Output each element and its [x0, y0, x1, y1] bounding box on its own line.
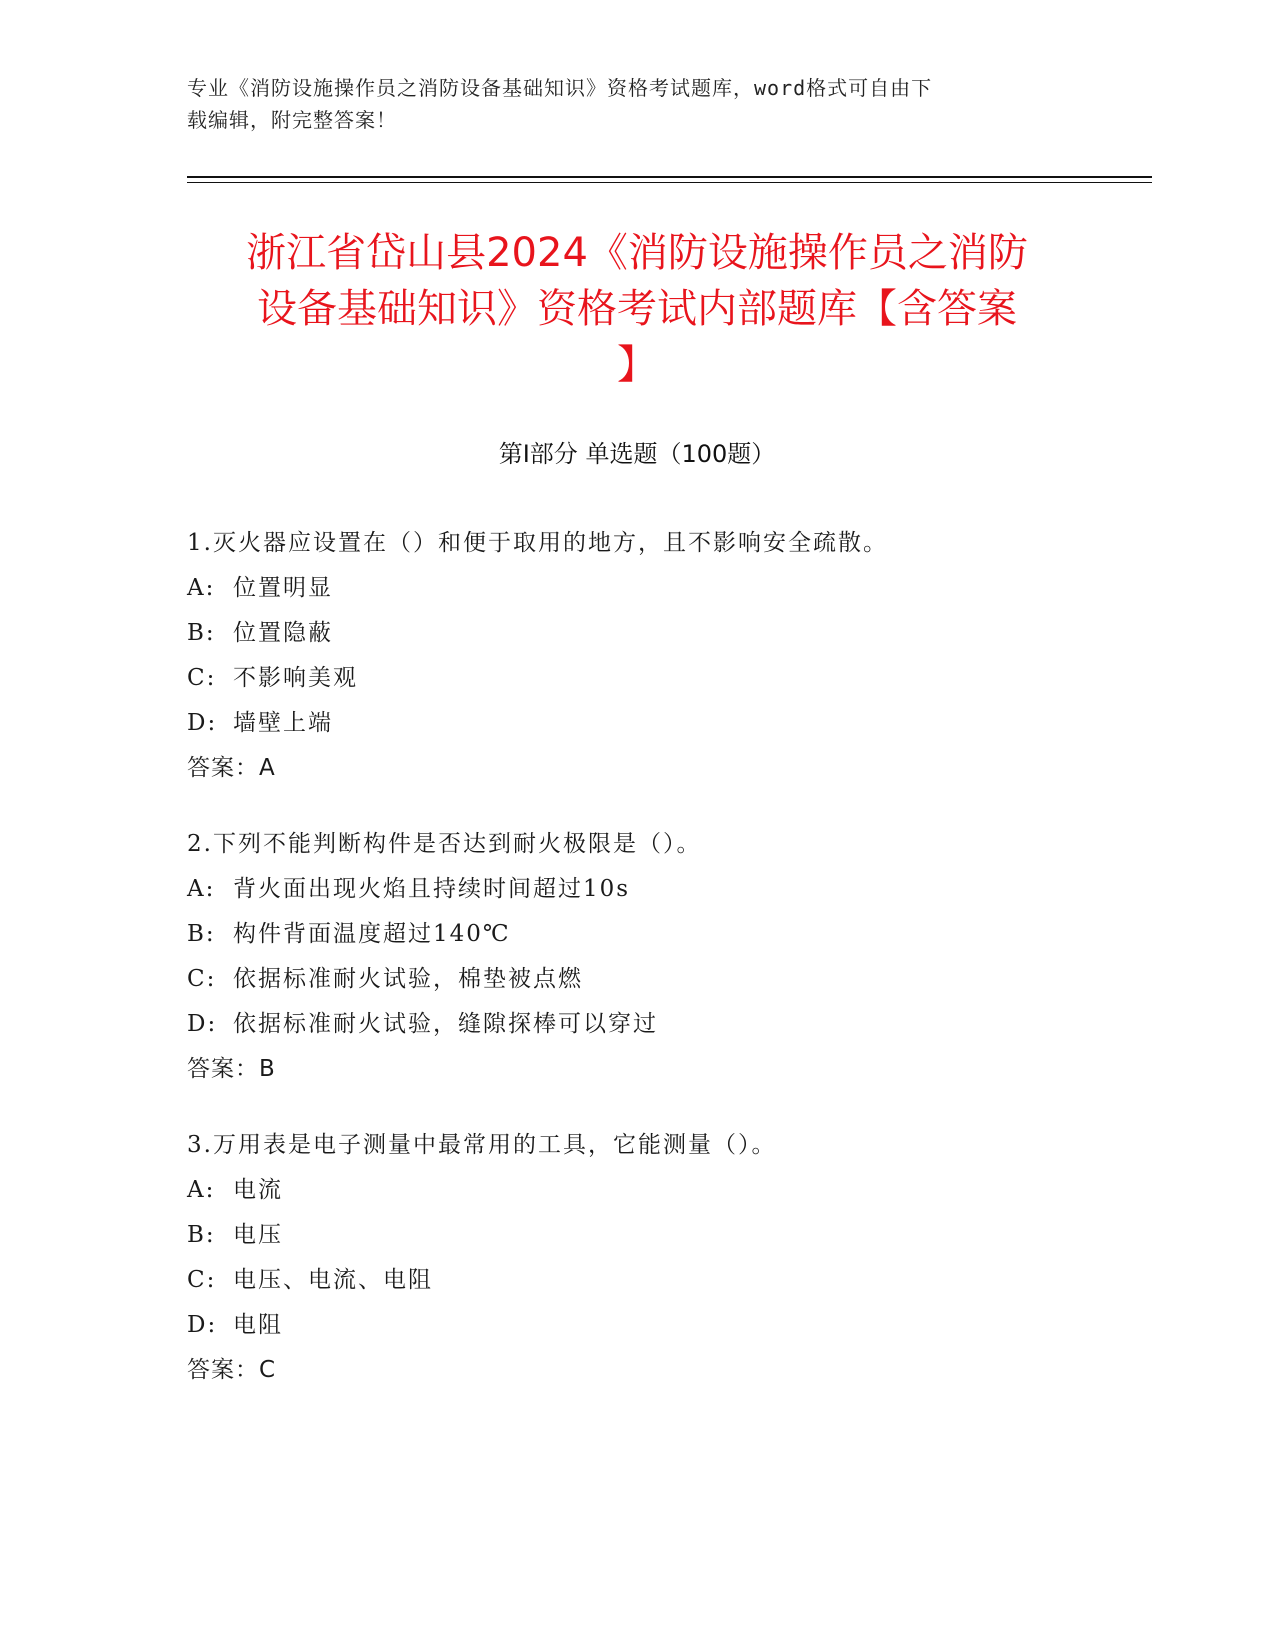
option-a	[187, 573, 1107, 618]
option-text: 位置明显	[233, 575, 333, 601]
option-b	[187, 618, 1107, 663]
option-letter: B:	[187, 921, 216, 947]
question-stem: 1.灭火器应设置在（）和便于取用的地方，且不影响安全疏散。	[187, 530, 888, 556]
option-letter: D:	[187, 710, 218, 736]
option-d	[187, 1009, 1107, 1054]
option-letter: B:	[187, 1222, 216, 1248]
option-letter: C:	[187, 1267, 217, 1293]
option-text: 电压、电流、电阻	[233, 1267, 433, 1293]
header-note-line-2: 载编辑，附完整答案！	[187, 108, 397, 132]
option-c	[187, 964, 1107, 1009]
option-a	[187, 1175, 1107, 1220]
option-b	[187, 919, 1107, 964]
question-1	[187, 528, 1107, 783]
option-a	[187, 874, 1107, 919]
document-title-line-2: 设备基础知识》资格考试内部题库【含答案	[257, 286, 1017, 332]
option-d	[187, 1310, 1107, 1355]
header-note	[187, 72, 1067, 136]
option-b	[187, 1220, 1107, 1265]
question-stem: 3.万用表是电子测量中最常用的工具，它能测量（）。	[187, 1132, 777, 1158]
option-letter: A:	[187, 575, 216, 601]
option-text: 电流	[233, 1177, 283, 1203]
option-text: 电阻	[233, 1312, 283, 1338]
option-letter: A:	[187, 1177, 216, 1203]
question-stem: 2.下列不能判断构件是否达到耐火极限是（）。	[187, 831, 702, 857]
option-letter: C:	[187, 665, 217, 691]
question-3	[187, 1130, 1107, 1385]
option-d	[187, 708, 1107, 753]
question-2	[187, 829, 1107, 1084]
answer-label: 答案：C	[187, 1357, 277, 1383]
option-letter: B:	[187, 620, 216, 646]
document-title-line-1: 浙江省岱山县2024《消防设施操作员之消防	[246, 230, 1028, 276]
header-divider-thick	[187, 176, 1152, 178]
option-text: 背火面出现火焰且持续时间超过10s	[233, 876, 631, 902]
header-divider-thin	[187, 182, 1152, 183]
option-letter: D:	[187, 1011, 218, 1037]
option-c	[187, 663, 1107, 708]
option-text: 不影响美观	[233, 665, 358, 691]
question-list	[187, 528, 1107, 1431]
option-text: 墙壁上端	[233, 710, 333, 736]
option-text: 构件背面温度超过140℃	[233, 921, 511, 947]
option-text: 依据标准耐火试验，棉垫被点燃	[233, 966, 583, 992]
option-letter: C:	[187, 966, 217, 992]
option-text: 电压	[233, 1222, 283, 1248]
option-text: 位置隐蔽	[233, 620, 333, 646]
document-title	[187, 225, 1087, 393]
document-title-line-3: 】	[617, 342, 657, 388]
header-note-line-1: 专业《消防设施操作员之消防设备基础知识》资格考试题库，word格式可自由下	[187, 76, 933, 100]
section-title: 第I部分 单选题（100题）	[498, 440, 776, 468]
answer-label: 答案：B	[187, 1056, 276, 1082]
option-c	[187, 1265, 1107, 1310]
option-letter: D:	[187, 1312, 218, 1338]
answer-label: 答案：A	[187, 755, 276, 781]
option-letter: A:	[187, 876, 216, 902]
option-text: 依据标准耐火试验，缝隙探棒可以穿过	[233, 1011, 658, 1037]
